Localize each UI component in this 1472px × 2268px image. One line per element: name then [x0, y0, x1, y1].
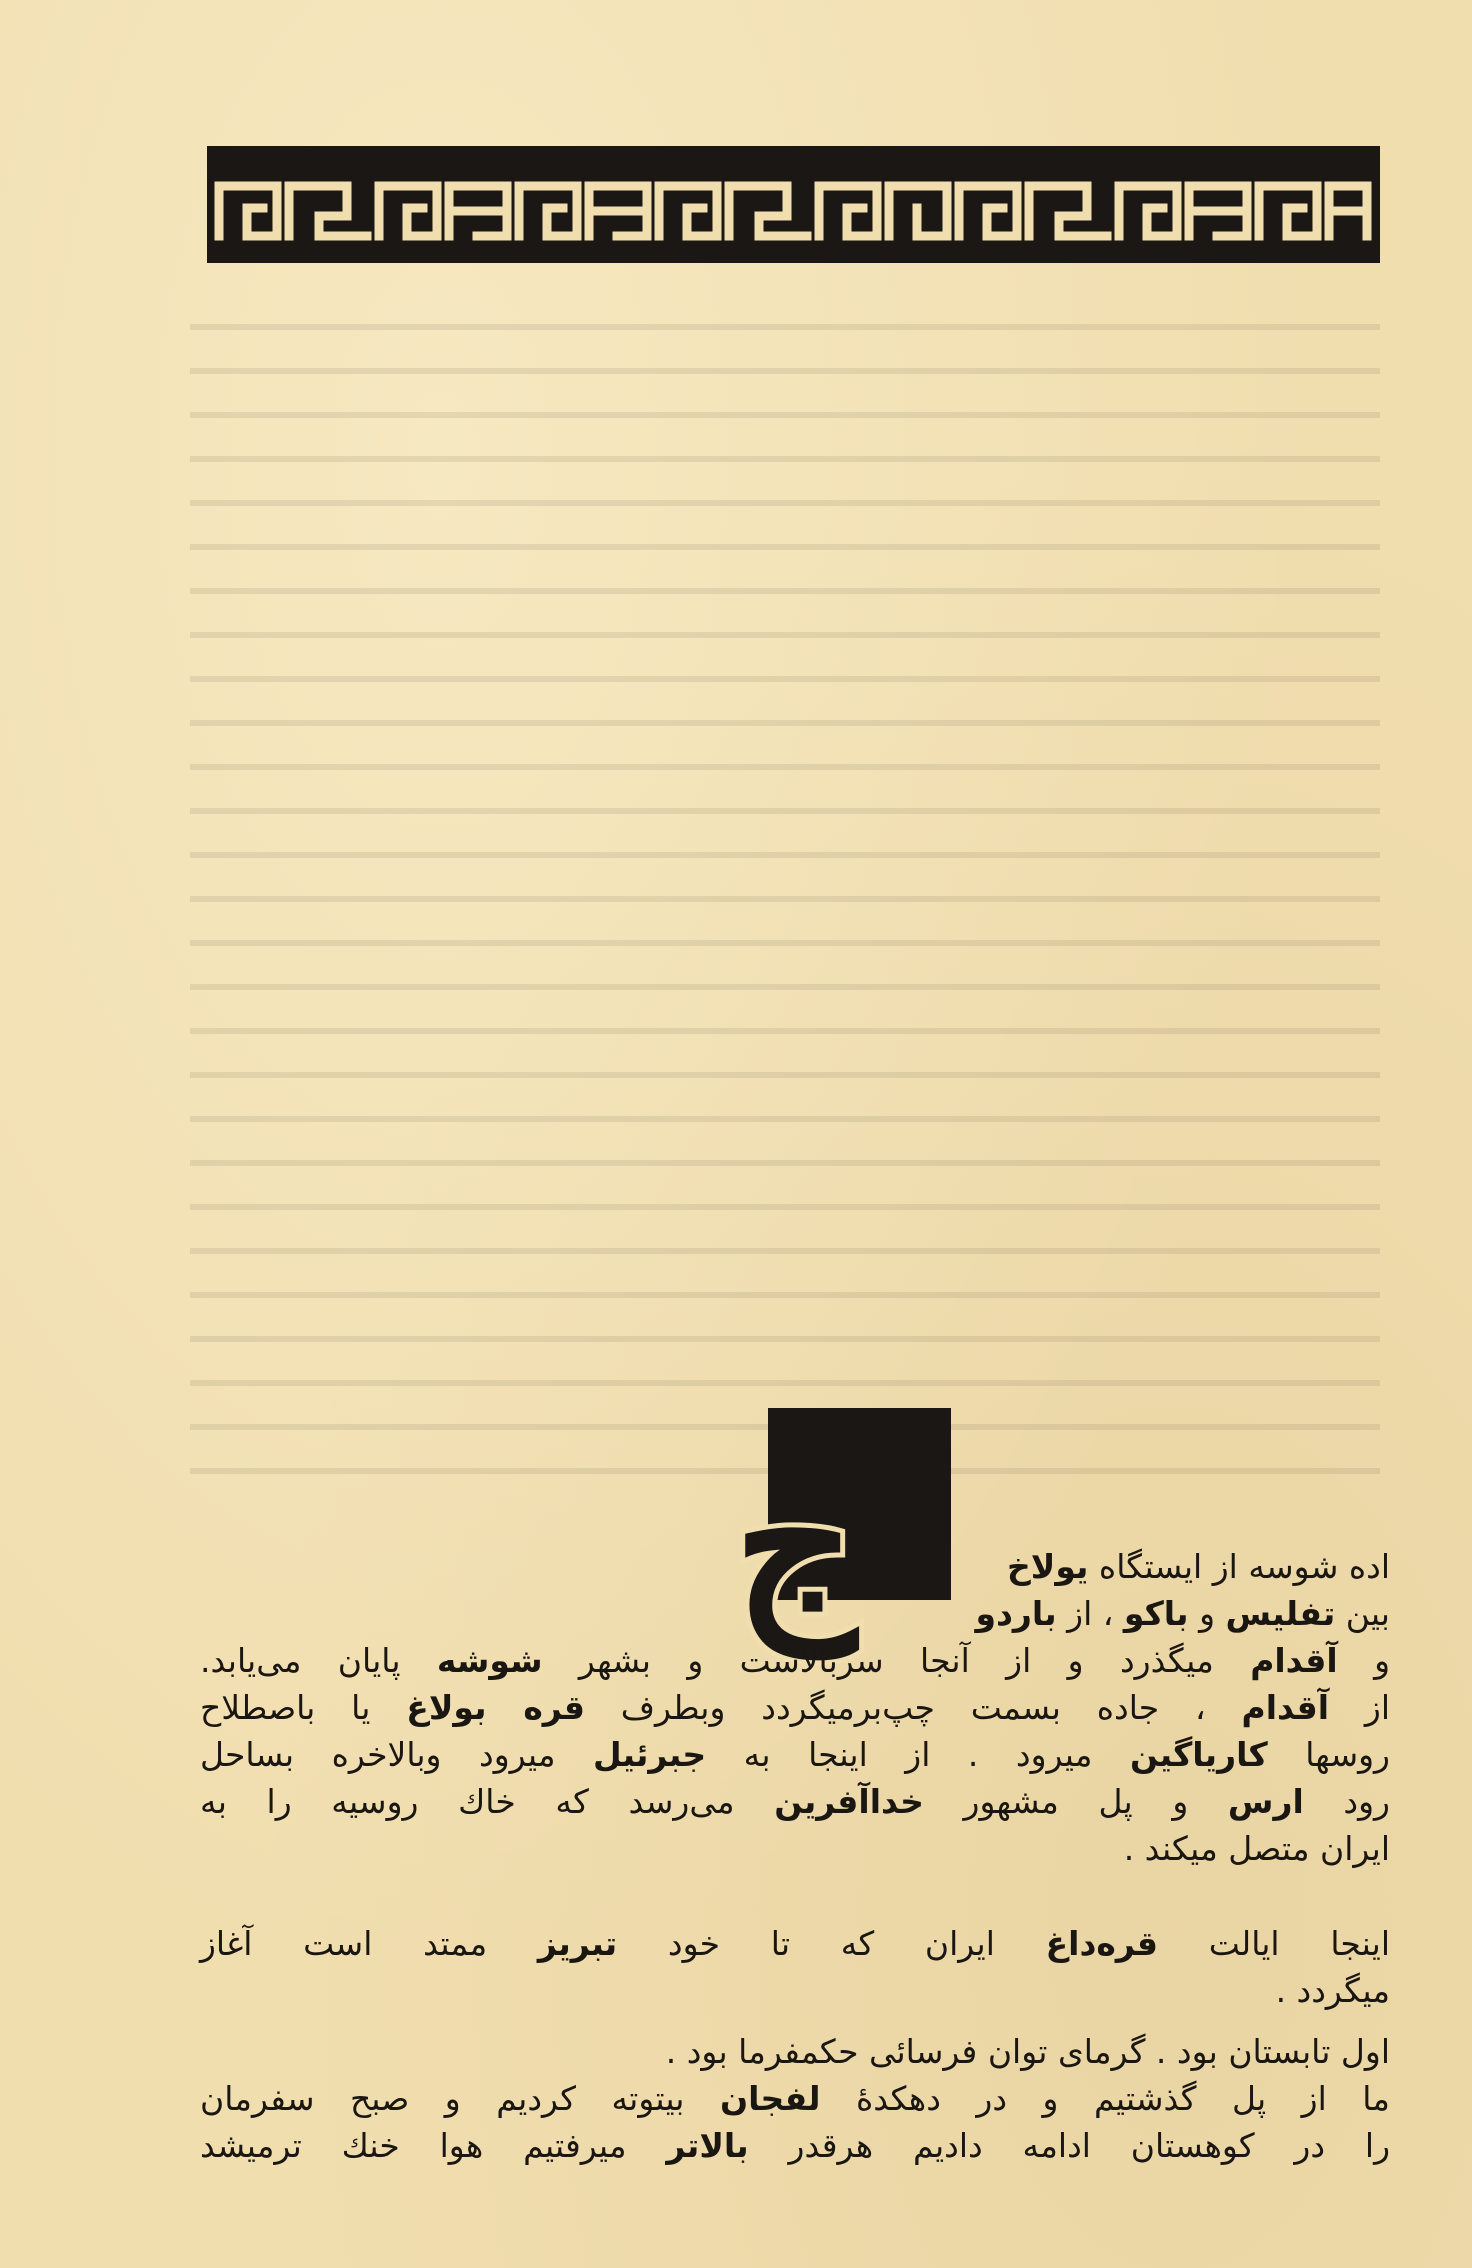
paragraph-2 — [200, 1920, 1390, 2014]
text-line: رود ارس و پل مشهور خداآفرین می‌رسد که خاك روسیه را به — [200, 1782, 1390, 1821]
text-line: میگردد . — [1275, 1971, 1390, 2010]
text-line: ایران متصل میکند . — [1123, 1829, 1390, 1868]
text-line: روسها کاریاگین میرود . از اینجا به جبرئیل میرود وبالاخره بساحل — [200, 1735, 1390, 1774]
decorative-banner — [207, 146, 1380, 263]
text-line: را در کوهستان ادامه دادیم هرقدر بالاتر میرفتیم هوا خنك ترمیشد — [200, 2126, 1391, 2165]
show-through-text — [190, 300, 1380, 1500]
text-line: اده شوسه از ایستگاه یولاخ — [1006, 1547, 1390, 1586]
drop-cap-letter: ج — [733, 1433, 857, 1656]
greek-key-ornament — [207, 146, 1380, 263]
text-line: ما از پل گذشتیم و در دهکدهٔ لفجان بیتوته کردیم و صبح سفرمان — [200, 2079, 1390, 2118]
paragraph-3 — [200, 2028, 1390, 2169]
text-line: و آقدام میگذرد و از آنجا سربالاست و بشهر شوشه پایان می‌یابد. — [200, 1641, 1390, 1680]
text-line: اینجا ایالت قره‌داغ ایران که تا خود تبریز ممتد است آغاز — [200, 1924, 1390, 1963]
text-line: از آقدام ، جاده بسمت چپ‌برمیگردد وبطرف قره بولاغ یا باصطلاح — [200, 1688, 1390, 1727]
paragraph-1 — [200, 1543, 1390, 1872]
text-line: اول تابستان بود . گرمای توان فرسائی حکمفرما بود . — [665, 2032, 1390, 2071]
text-line: بین تفلیس و باکو ، از باردو — [975, 1594, 1390, 1633]
